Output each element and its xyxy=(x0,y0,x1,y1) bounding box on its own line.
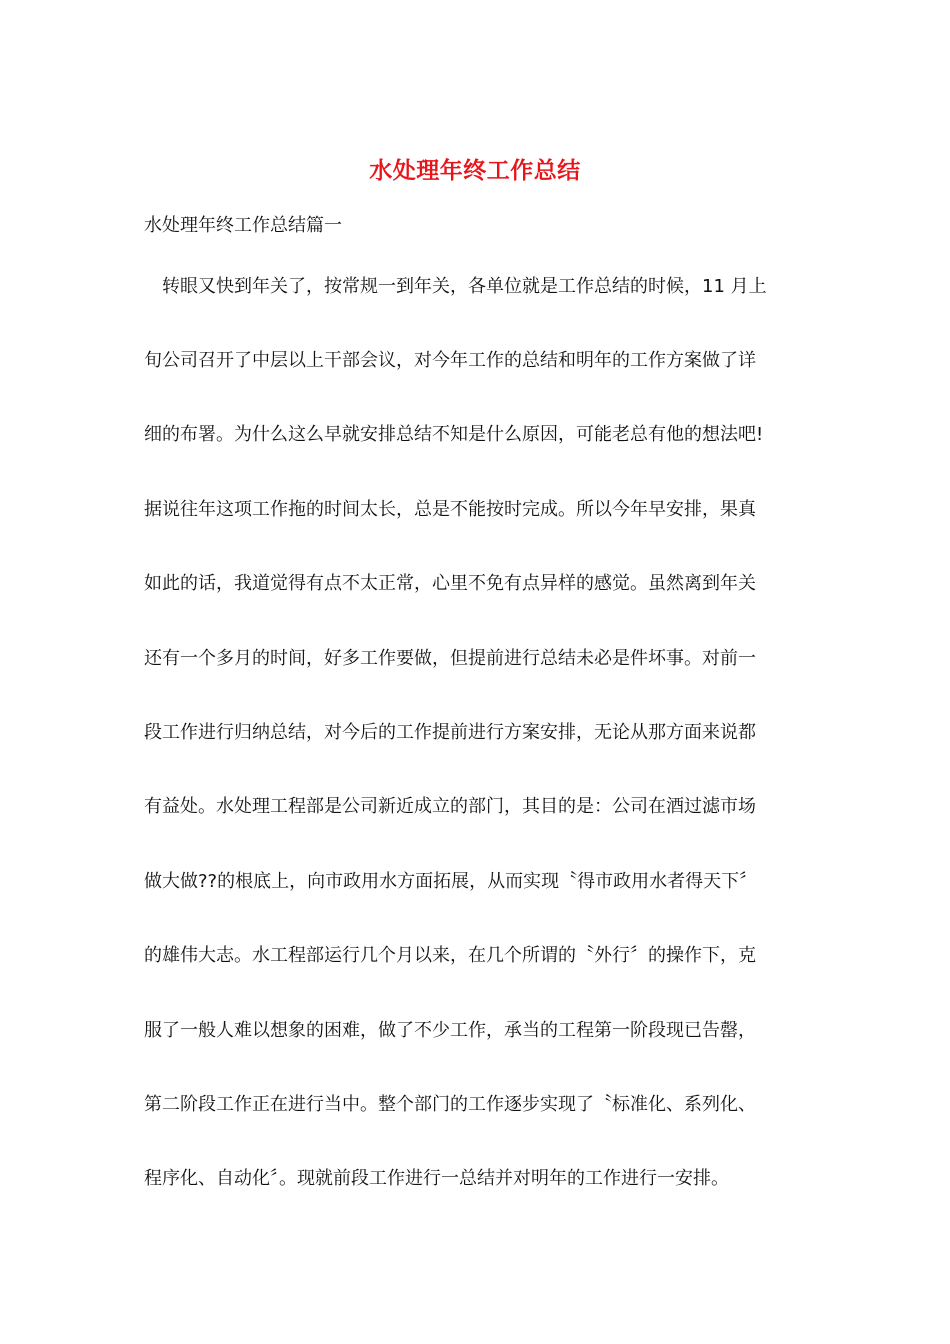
body-line: 有益处。水处理工程部是公司新近成立的部门，其目的是：公司在酒过滤市场 xyxy=(144,796,756,817)
body-line: 旬公司召开了中层以上干部会议，对今年工作的总结和明年的工作方案做了详 xyxy=(144,350,756,371)
body-line: 做大做??的根底上，向市政用水方面拓展，从而实现〝得市政用水者得天下〞 xyxy=(144,871,758,892)
body-line: 如此的话，我道觉得有点不太正常，心里不免有点异样的感觉。虽然离到年关 xyxy=(144,573,756,594)
body-line: 服了一般人难以想象的困难，做了不少工作，承当的工程第一阶段现已告罄， xyxy=(144,1020,756,1041)
body-line: 据说往年这项工作拖的时间太长，总是不能按时完成。所以今年早安排，果真 xyxy=(144,499,756,520)
section-heading: 水处理年终工作总结篇一 xyxy=(144,215,342,236)
body-line: 还有一个多月的时间，好多工作要做，但提前进行总结未必是件坏事。对前一 xyxy=(144,648,756,669)
body-line: 程序化、自动化〞。现就前段工作进行一总结并对明年的工作进行一安排。 xyxy=(144,1168,729,1189)
body-line: 段工作进行归纳总结，对今后的工作提前进行方案安排，无论从那方面来说都 xyxy=(144,722,756,743)
document-title: 水处理年终工作总结 xyxy=(369,158,581,184)
body-line: 第二阶段工作正在进行当中。整个部门的工作逐步实现了〝标准化、系列化、 xyxy=(144,1094,756,1115)
body-line: 转眼又快到年关了，按常规一到年关，各单位就是工作总结的时候，11 月上 xyxy=(144,276,767,297)
body-line: 的雄伟大志。水工程部运行几个月以来，在几个所谓的〝外行〞的操作下，克 xyxy=(144,945,756,966)
body-line: 细的布署。为什么这么早就安排总结不知是什么原因，可能老总有他的想法吧! xyxy=(144,424,764,445)
